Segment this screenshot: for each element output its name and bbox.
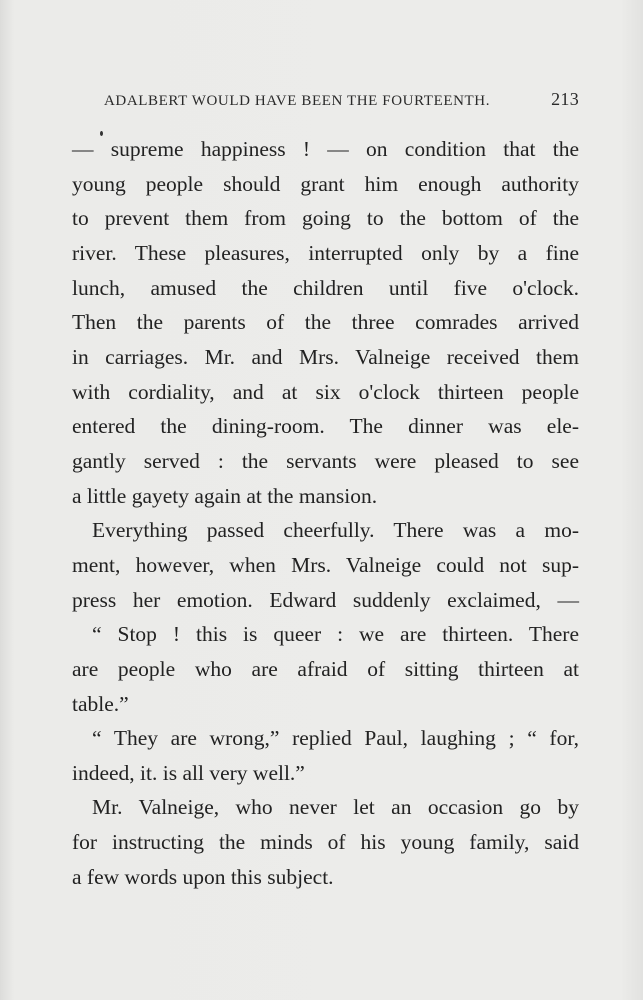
text-line: press her emotion. Edward suddenly exclaimed, — <box>72 587 579 612</box>
text-line: to prevent them from going to the bottom of the <box>72 206 579 231</box>
running-title: ADALBERT WOULD HAVE BEEN THE FOURTEENTH. <box>104 93 491 109</box>
text-line: for instructing the minds of his young family, said <box>72 830 579 855</box>
text-line: ment, however, when Mrs. Valneige could not sup- <box>72 552 579 577</box>
text-line: lunch, amused the children until five o'clock. <box>72 275 579 300</box>
text-line: young people should grant him enough authority <box>72 171 579 196</box>
text-line: gantly served : the servants were pleased to see <box>72 448 579 473</box>
text-line: in carriages. Mr. and Mrs. Valneige received them <box>72 344 579 369</box>
text-line: a little gayety again at the mansion. <box>72 483 378 508</box>
text-line: “ They are wrong,” replied Paul, laughing ; “ for, <box>92 726 579 751</box>
text-line: Then the parents of the three comrades arrived <box>72 310 579 335</box>
text-line: are people who are afraid of sitting thirteen at <box>72 656 579 681</box>
text-line: table.” <box>72 691 129 716</box>
page-number: 213 <box>551 89 579 109</box>
text-line: Everything passed cheerfully. There was a mo- <box>92 518 579 543</box>
text-line: river. These pleasures, interrupted only by a fine <box>72 240 579 265</box>
text-line: a few words upon this subject. <box>72 864 334 889</box>
body-text <box>72 132 579 894</box>
text-line: “ Stop ! this is queer : we are thirteen. There <box>92 622 579 647</box>
text-line: — supreme happiness ! — on condition that the <box>72 137 579 161</box>
text-line: with cordiality, and at six o'clock thirteen people <box>72 379 579 404</box>
text-line: indeed, it. is all very well.” <box>72 760 305 785</box>
text-line: Mr. Valneige, who never let an occasion go by <box>92 795 579 820</box>
running-head <box>104 89 579 113</box>
text-line: entered the dining-room. The dinner was ele- <box>72 414 579 439</box>
